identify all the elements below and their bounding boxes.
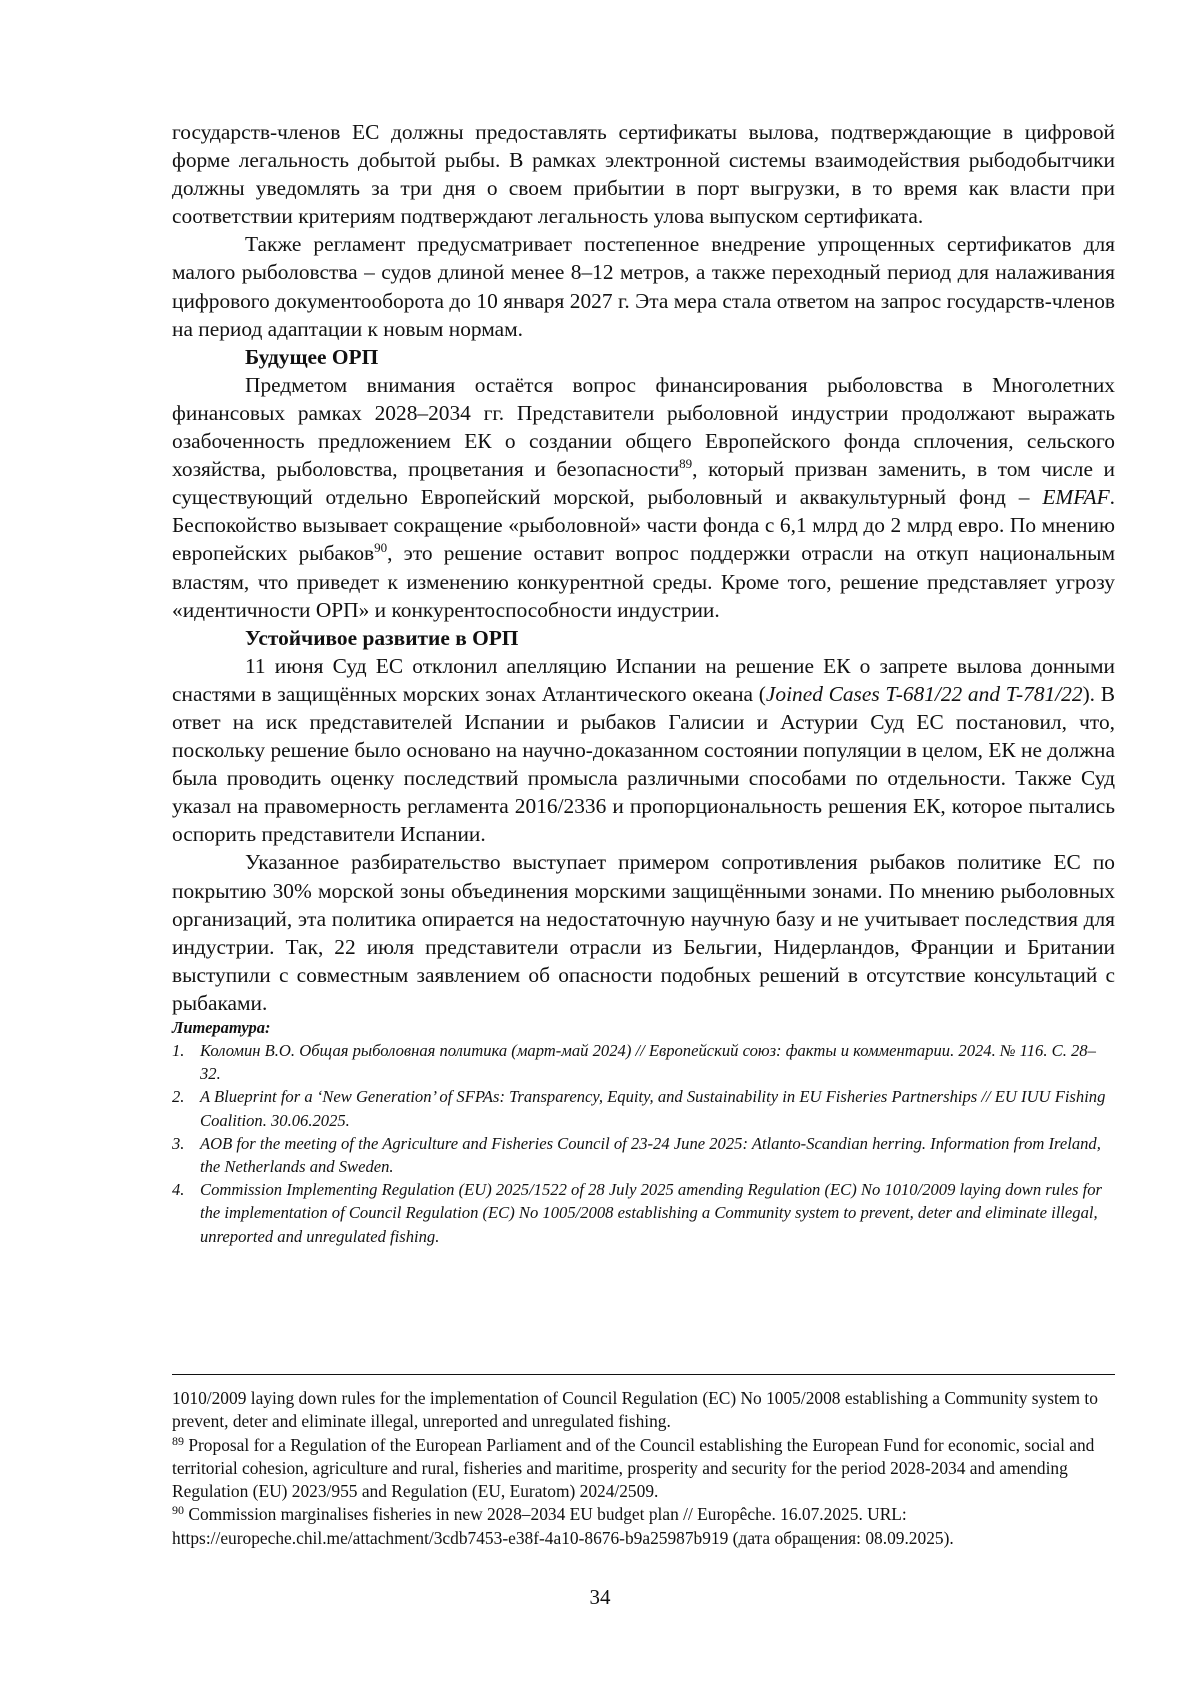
financing-text-1: Предметом внимания остаётся вопрос финансирования рыболовства в Многолетних финансовых рамках 2028–2034 гг. Представители рыболовной индустрии продолжают выражать озабоченность предложением ЕК о создании общего Европейского фонда сплочения, сельского хозяйства, рыболовства, процветания и безопасности xyxy=(172,372,1115,482)
page-number: 34 xyxy=(589,1585,611,1609)
literature-item xyxy=(172,1039,1115,1085)
literature-item-text: A Blueprint for a ‘New Generation’ of SFPAs: Transparency, Equity, and Sustainability in EU Fisheries Partnerships // EU IUU Fishing Coalition. 30.06.2025. xyxy=(200,1087,1106,1130)
paragraph-catch-certificates: государств-членов ЕС должны предоставлять сертификаты вылова, подтверждающие в цифровой форме легальность добытой рыбы. В рамках электронной системы взаимодействия рыбодобытчики должны уведомлять за три дня о своем прибытии в порт выгрузки, в то время как власти при соответствии критериям подтверждают легальность улова выпуском сертификата. xyxy=(172,120,1115,229)
literature-section xyxy=(172,1017,1115,1248)
page-content xyxy=(172,118,1115,1248)
literature-item-text: Коломин В.О. Общая рыболовная политика (март-май 2024) // Европейский союз: факты и комментарии. 2024. № 116. С. 28–32. xyxy=(200,1041,1096,1084)
court-text-1: 11 июня Суд ЕС отклонил апелляцию Испании на решение ЕК о запрете вылова донными снастями в защищённых морских зонах Атлантического океана ( xyxy=(172,653,1115,706)
paragraph-fishermen-resistance: Указанное разбирательство выступает примером сопротивления рыбаков политике ЕС по покрытию 30% морской зоны объединения морскими защищёнными зонами. По мнению рыболовных организаций, эта политика опирается на недостаточную научную базу и не учитывает последствия для индустрии. Так, 22 июля представители отрасли из Бельгии, Нидерландов, Франции и Британии выступили с совместным заявлением об опасности подобных решений в отсутствие консультаций с рыбаками. xyxy=(172,850,1115,1015)
literature-item-number: 1. xyxy=(172,1041,185,1060)
literature-list xyxy=(172,1039,1115,1248)
financing-text-4: , это решение оставит вопрос поддержки отрасли на откуп национальным властям, что приведет к изменению конкурентной среды. Кроме того, решение представляет угрозу «идентичности ОРП» и конкурентоспособности индустрии. xyxy=(172,541,1116,622)
footnote-90-text[interactable]: Commission marginalises fisheries in new 2028–2034 EU budget plan // Europêche. 16.07.2025. URL: https://europeche.chil.me/attachment/3cdb7453-e38f-4a10-8676-b9a25987b919 (дата обращения: 08.09.2025). xyxy=(172,1504,954,1548)
paragraph-simplified-certificates: Также регламент предусматривает постепенное внедрение упрощенных сертификатов для малого рыболовства – судов длиной менее 8–12 метров, а также переходный период для налаживания цифрового документооборота до 10 января 2027 г. Эта мера стала ответом на запрос государств-членов на период адаптации к новым нормам. xyxy=(172,232,1115,341)
footnote-ref-90[interactable]: 90 xyxy=(374,540,388,556)
paragraph-court-ruling xyxy=(172,652,1115,849)
heading-sustainable-development: Устойчивое развитие в ОРП xyxy=(245,625,519,650)
literature-item-number: 4. xyxy=(172,1180,185,1200)
footnote-continued: 1010/2009 laying down rules for the implementation of Council Regulation (EC) No 1005/2008 establishing a Community system to prevent, deter and eliminate illegal, unreported and unregulated fishing. xyxy=(172,1388,1098,1432)
literature-item xyxy=(172,1132,1115,1178)
footnote-89 xyxy=(172,1434,1115,1504)
literature-heading: Литература: xyxy=(172,1018,271,1037)
joined-cases-term: Joined Cases T-681/22 and T-781/22 xyxy=(765,681,1083,706)
heading-future-cfp: Будущее ОРП xyxy=(245,344,379,369)
literature-item-number: 2. xyxy=(172,1087,185,1107)
footnote-89-text: Proposal for a Regulation of the European Parliament and of the Council establishing the European Fund for economic, social and territorial cohesion, agriculture and rural, fisheries and maritime, prosperity and security for the period 2028-2034 and amending Regulation (EU) 2023/955 and Regulation (EU, Euratom) 2024/2509. xyxy=(172,1434,1095,1502)
footnote-90-number: 90 xyxy=(172,1503,184,1518)
footnotes xyxy=(172,1387,1115,1550)
literature-item xyxy=(172,1085,1115,1131)
financing-text-2: , который призван заменить, в том числе и существующий отдельно Европейский морской, рыболовный и аквакультурный фонд – xyxy=(172,457,1116,510)
footnote-ref-89[interactable]: 89 xyxy=(679,456,693,472)
literature-item-text: AOB for the meeting of the Agriculture and Fisheries Council of 23-24 June 2025: Atlanto-Scandian herring. Information from Ireland, the Netherlands and Sweden. xyxy=(200,1133,1101,1177)
emfaf-term: EMFAF xyxy=(1042,485,1110,510)
footnote-90 xyxy=(172,1503,1115,1550)
footnote-separator xyxy=(172,1374,1115,1375)
financing-text-3: . Беспокойство вызывает сокращение «рыболовной» части фонда с 6,1 млрд до 2 млрд евро. По мнению европейских рыбаков xyxy=(172,485,1115,566)
literature-item-text: Commission Implementing Regulation (EU) 2025/1522 of 28 July 2025 amending Regulation (EC) No 1010/2009 laying down rules for the implementation of Council Regulation (EC) No 1005/2008 establishing a Community system to prevent, deter and eliminate illegal, unreported and unregulated fishing. xyxy=(200,1180,1102,1246)
paragraph-financing xyxy=(172,371,1115,624)
court-text-2: ). В ответ на иск представителей Испании и рыбаков Галисии и Астурии Суд ЕС постановил, что, поскольку решение было основано на научно-доказанном состоянии популяции в целом, ЕК не должна была проводить оценку последствий промысла различными способами по отдельности. Также Суд указал на правомерность регламента 2016/2336 и пропорциональность решения ЕК, которое пытались оспорить представители Испании. xyxy=(172,681,1115,847)
literature-item xyxy=(172,1178,1115,1248)
body-text xyxy=(172,118,1115,1017)
literature-item-number: 3. xyxy=(172,1133,185,1153)
footnote-89-number: 89 xyxy=(172,1433,184,1448)
